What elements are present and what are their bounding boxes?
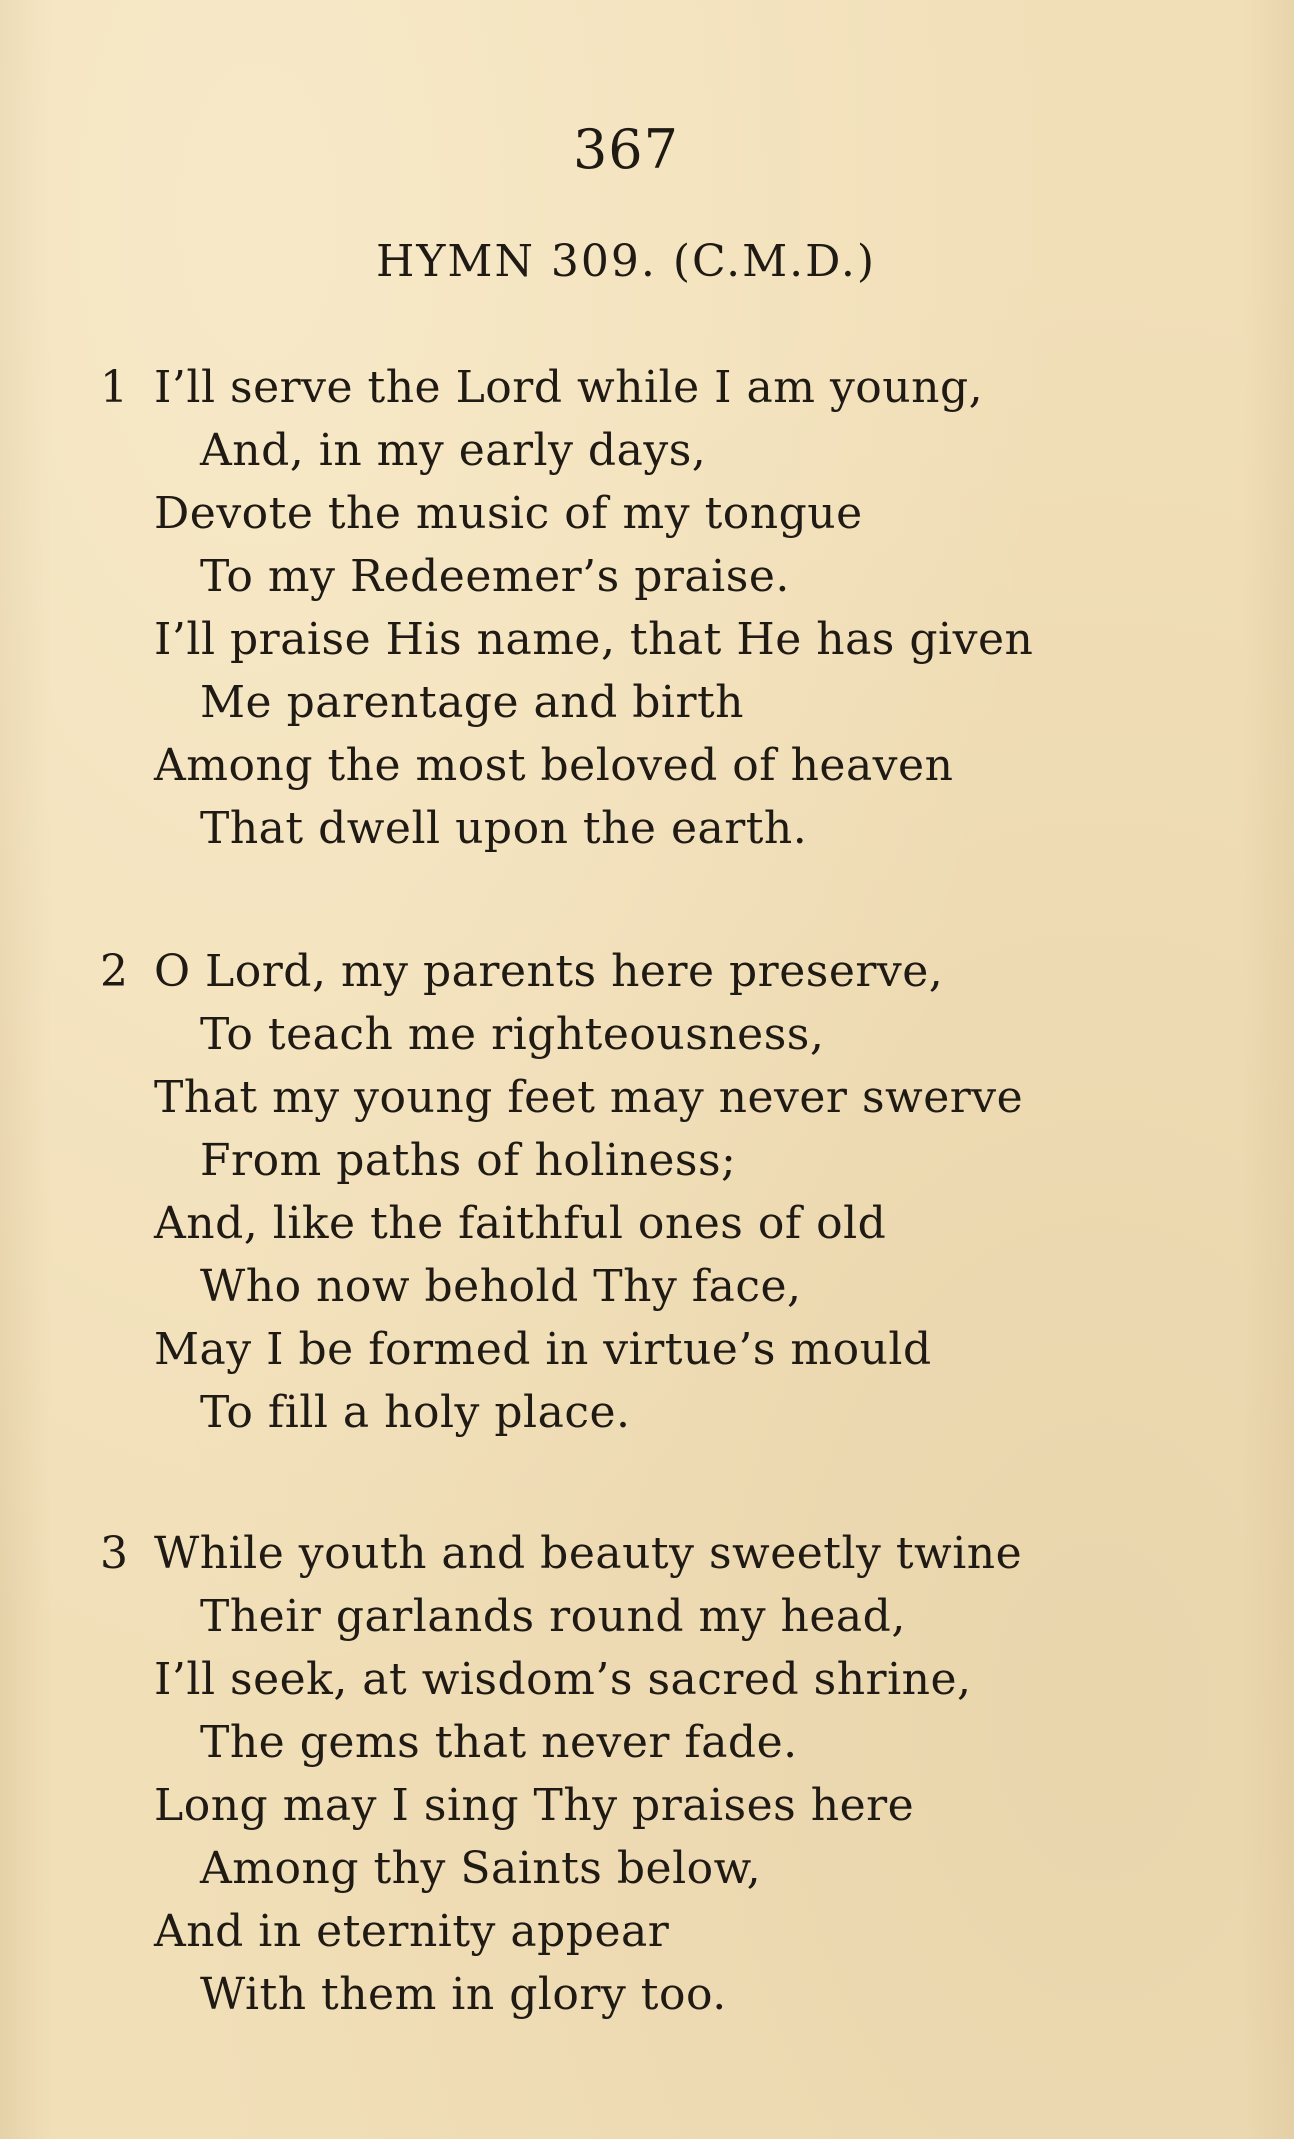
verse-line: That my young feet may never swerve bbox=[154, 1072, 1024, 1123]
verse-line: I’ll seek, at wisdom’s sacred shrine, bbox=[154, 1654, 972, 1705]
verse-line: Devote the music of my tongue bbox=[154, 488, 863, 539]
verse-line: And, in my early days, bbox=[200, 425, 707, 476]
verse-line: Among thy Saints below, bbox=[200, 1843, 762, 1894]
verse-line: O Lord, my parents here preserve, bbox=[154, 946, 944, 997]
page-number: 367 bbox=[572, 118, 680, 181]
verse-line: Who now behold Thy face, bbox=[200, 1261, 802, 1312]
verse-line: To my Redeemer’s praise. bbox=[200, 551, 790, 602]
verse-line: And, like the faithful ones of old bbox=[154, 1198, 887, 1249]
verse-line: While youth and beauty sweetly twine bbox=[154, 1528, 1023, 1579]
verse-line: Me parentage and birth bbox=[200, 677, 745, 728]
verse-line: I’ll praise His name, that He has given bbox=[154, 614, 1034, 665]
verse-line: I’ll serve the Lord while I am young, bbox=[154, 362, 984, 413]
verse-line: May I be formed in virtue’s mould bbox=[154, 1324, 932, 1375]
stanza-number: 3 bbox=[100, 1528, 128, 1579]
verse-line: Among the most beloved of heaven bbox=[154, 740, 954, 791]
stanza-number: 2 bbox=[100, 946, 128, 997]
verse-line: To fill a holy place. bbox=[200, 1387, 631, 1438]
verse-line: To teach me righteousness, bbox=[200, 1009, 825, 1060]
hymn-title: HYMN 309. (C.M.D.) bbox=[375, 236, 877, 287]
verse-line: From paths of holiness; bbox=[200, 1135, 737, 1186]
verse-line: Long may I sing Thy praises here bbox=[154, 1780, 915, 1831]
verse-line: That dwell upon the earth. bbox=[200, 803, 808, 854]
stanza-number: 1 bbox=[100, 362, 128, 413]
verse-line: The gems that never fade. bbox=[200, 1717, 798, 1768]
verse-line: Their garlands round my head, bbox=[200, 1591, 906, 1642]
verse-line: And in eternity appear bbox=[154, 1906, 670, 1957]
verse-line: With them in glory too. bbox=[200, 1969, 727, 2020]
